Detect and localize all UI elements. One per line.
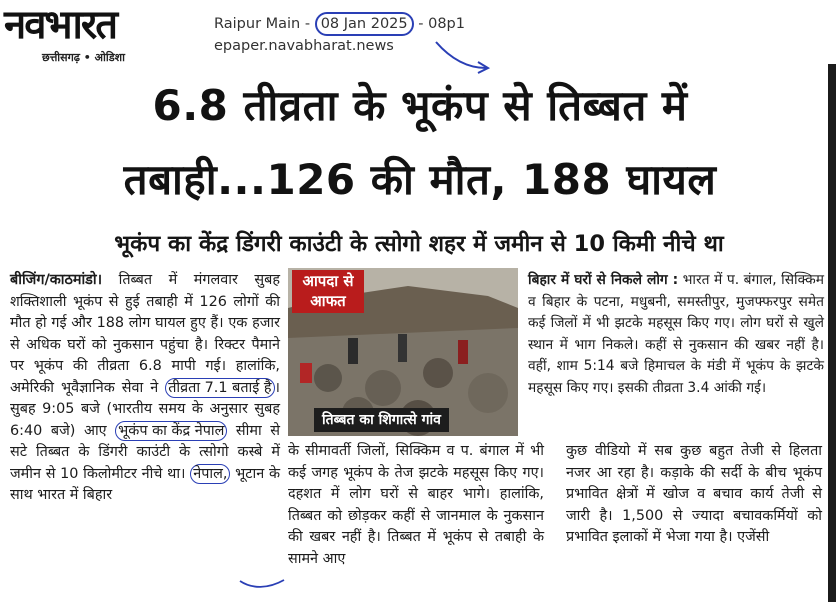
article-column-2: के सीमावर्ती जिलों, सिक्किम व प. बंगाल में भी कई जगह भूकंप के तेज झटके महसूस किए गए। दहशत में लोग घरों से बाहर भागे। हालांकि, तिब्बत को छोड़कर कहीं से जानमाल के नुकसान की खबर नहीं है। तिब्बत में भूकंप से तबाही के सामने आए	[288, 443, 544, 567]
photo-caption: तिब्बत का शिगात्से गांव	[314, 408, 449, 432]
annotation-arrow-icon	[430, 34, 500, 78]
article-dateline: बीजिंग/काठमांडो।	[10, 272, 103, 288]
newspaper-logo	[4, 1, 196, 64]
photo-tag	[292, 270, 364, 313]
bihar-sidebox	[528, 270, 824, 399]
site-url[interactable]: epaper.navabharat.news	[214, 38, 394, 54]
sidebox-body: भारत में प. बंगाल, सिक्किम व बिहार के पटना, मधुबनी, समस्तीपुर, मुजफ्फरपुर समेत कई जिलों में भी झटके महसूस किए गए। लोग घरों से खुले स्थान में भाग निकले। कहीं से नुकसान की खबर नहीं है। वहीं, शाम 5:14 बजे हिमाचल के मंडी में भूकंप के झटके महसूस किए गए। इसकी तीव्रता 3.4 आंकी गई।	[528, 272, 824, 396]
article-text-2: । सुबह 9:05 बजे (भारतीय समय के अनुसार सुबह 6:40 बजे) आए	[10, 379, 280, 439]
logo-text: नवभारत	[4, 1, 117, 48]
edition-name: Raipur Main -	[214, 16, 315, 32]
photo-tag-line-1: आपदा से	[302, 272, 354, 290]
headline-line-2: तबाही...126 की मौत, 188 घायल	[123, 155, 717, 204]
earthquake-photo	[288, 268, 518, 436]
annotation-underline-icon	[238, 577, 288, 595]
headline-line-1: 6.8 तीव्रता के भूकंप से तिब्बत में	[152, 81, 688, 130]
photo-tag-line-2: आफत	[310, 292, 346, 310]
annotated-phrase-magnitude: तीव्रता 7.1 बताई है	[165, 378, 274, 398]
sidebox-heading: बिहार में घरों से निकले लोग :	[528, 272, 679, 288]
edition-info	[214, 12, 465, 56]
edition-line	[214, 12, 465, 36]
main-headline	[30, 80, 810, 206]
annotated-phrase-nepal: नेपाल,	[190, 464, 230, 484]
article-column-3: कुछ वीडियो में सब कुछ बहुत तेजी से हिलता नजर आ रहा है। कड़ाके की सर्दी के बीच भूकंप प्रभावित क्षेत्रों में खोज व बचाव कार्य तेजी से जारी है। 1,500 से ज्यादा बचावकर्मियों को प्रभावित इलाकों में भेजा गया है। एजेंसी	[566, 443, 822, 545]
edition-date: 08 Jan 2025	[315, 12, 414, 36]
article-text-4: भूटान के साथ भारत में बिहार	[10, 465, 280, 503]
edition-page: - 08p1	[413, 16, 465, 32]
logo-subtitle: छत्तीसगढ़ • ओडिशा	[42, 51, 125, 64]
sub-headline: भूकंप का केंद्र डिंगरी काउंटी के त्सोगो शहर में जमीन से 10 किमी नीचे था	[114, 231, 724, 257]
article-column-1	[10, 270, 280, 507]
annotated-phrase-epicenter: भूकंप का केंद्र नेपाल	[115, 421, 227, 441]
article-text-1: तिब्बत में मंगलवार सुबह शक्तिशाली भूकंप से हुई तबाही में 126 लोगों की मौत हो गई और 188 लोग घायल हुए हैं। एक हजार से अधिक घरों को नुकसान पहुंचा है। रिक्टर पैमाने पर भूकंप की तीव्रता 6.8 मापी गई। हालांकि, अमेरिकी भूवैज्ञानिक सेवा ने	[10, 272, 280, 396]
article-text-3: सीमा से सटे तिब्बत के डिंगरी काउंटी के त्सोगो कस्बे में जमीन से 10 किलोमीटर नीचे था।	[10, 422, 280, 482]
page-edge-bar	[828, 64, 836, 602]
